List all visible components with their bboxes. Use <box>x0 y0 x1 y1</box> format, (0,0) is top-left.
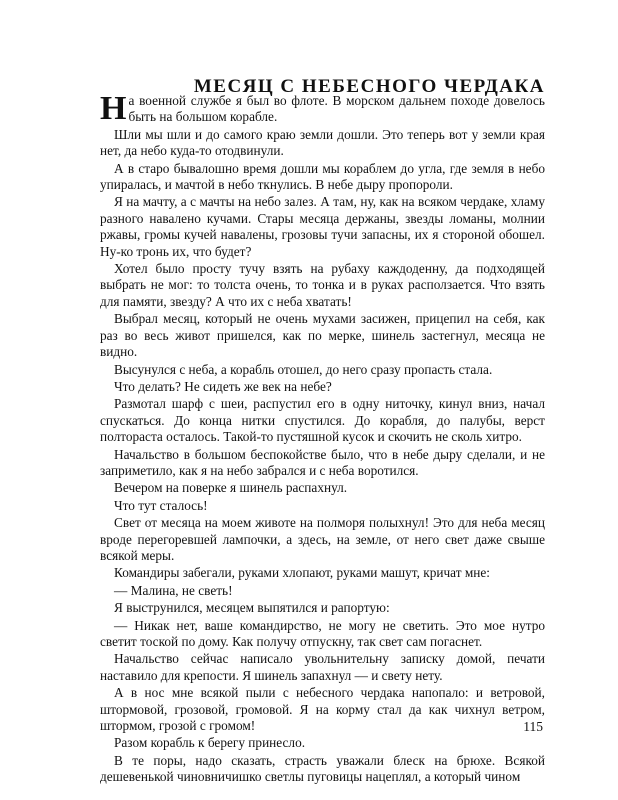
first-paragraph <box>100 90 545 127</box>
paragraph: Высунулся с неба, а корабль отошел, до него сразу пропасть стала. <box>114 361 493 377</box>
paragraph: Разом корабль к берегу принесло. <box>114 735 306 751</box>
paragraph: Свет от месяца на моем животе на полморя полыхнул! Это для неба месяц вроде перегоревшей лампочки, а здесь, на земле, от него свет даже свыше всякой меры. <box>100 515 545 563</box>
paragraph: А в старо бывалошно время дошли мы кораблем до угла, где земля в небо упиралась, и мачтой в небо ткнулись. В небе дыру пропороли. <box>100 160 545 193</box>
paragraph: Начальство сейчас написало увольнительну записку домой, печати наставило для крепости. Я шинель запахнул — и свету нету. <box>100 651 545 683</box>
paragraph: — Малина, не светь! <box>114 582 233 598</box>
drop-cap-letter: Н <box>100 90 127 127</box>
paragraph: В те поры, надо сказать, страсть уважали блеск на брюхе. Всякой дешевенькой чиновничишко светлы пуговицы нацеплял, а который чином <box>100 752 545 785</box>
paragraph: Хотел было просту тучу взять на рубаху каждоденну, да подходящей выбрать не мог: то толста очень, то тонка и в руках расползается. Что взять для памяти, звезду? А что их с неба хватать! <box>100 261 545 309</box>
paragraph: Что тут сталось! <box>114 497 208 513</box>
paragraph: Выбрал месяц, который не очень мухами засижен, прицепил на себя, как раз во весь живот пришелся, как по мерке, шинель застегнул, месяца не видно. <box>100 311 545 360</box>
paragraph: — Никак нет, ваше командирство, не могу не светить. Это мое нутро светит тоской по дому. Как получу отпускну, так свет сам погаснет. <box>100 617 545 649</box>
paragraph: Начальство в большом беспокойстве было, что в небе дыру сделали, и не заприметило, как я на небо забрался и с неба воротился. <box>100 446 545 478</box>
story-text <box>100 90 545 787</box>
page-number: 115 <box>523 719 543 734</box>
paragraph: Вечером на поверке я шинель распахнул. <box>114 480 348 496</box>
paragraph: Что делать? Не сидеть же век на небе? <box>114 378 332 394</box>
paragraph: Командиры забегали, руками хлопают, руками машут, кричат мне: <box>114 565 490 581</box>
chapter-title: МЕСЯЦ С НЕБЕСНОГО ЧЕРДАКА <box>193 75 545 97</box>
paragraph: Я выструнился, месяцем выпятился и рапортую: <box>114 600 390 616</box>
first-paragraph-text: а военной службе я был во флоте. В морском дальнем походе довелось быть на большом корабле. <box>128 93 545 125</box>
paragraph: Шли мы шли и до самого краю земли дошли. Это теперь вот у земли края нет, да небо куда-то отодвинули. <box>100 126 545 159</box>
paragraph: Размотал шарф с шеи, распустил его в одну ниточку, кинул вниз, начал спускаться. До конца нитки спустился. До корабля, до палубы, верст полтораста осталось. Такой-то пустяшной кусок и скочить не сколь хитро. <box>100 396 545 445</box>
paragraph: Я на мачту, а с мачты на небо залез. А там, ну, как на всяком чердаке, хламу разного навалено кучами. Стары месяца держаны, звезды ломаны, молнии ржавы, громы кучей навалены, грозовы тучи запасны, их я стороной обошел. Ну-ко тронь их, что будет? <box>100 194 545 259</box>
paragraph: А в нос мне всякой пыли с небесного чердака напопало: и ветровой, штормовой, грозовой, громовой. Я на корму стал да как чихнул ветром, штормом, грозой с громом! <box>100 685 545 734</box>
